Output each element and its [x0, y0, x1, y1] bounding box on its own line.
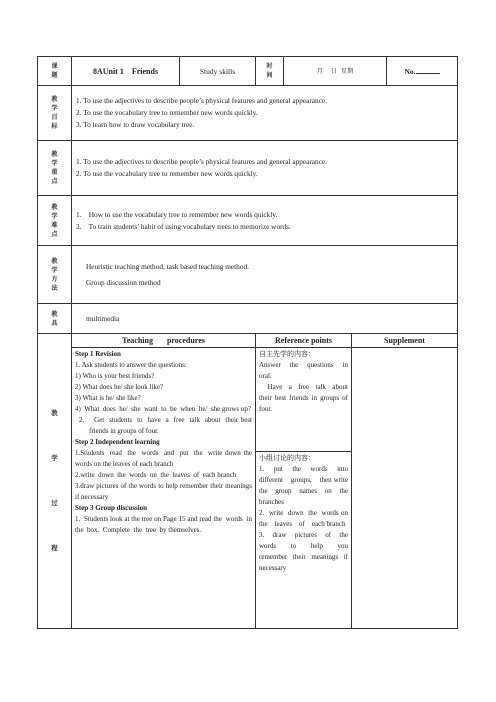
number-field: No. — [387, 57, 458, 86]
date-field: 月 日 星期 — [284, 57, 387, 86]
step-heading: Step 1 Revision — [75, 350, 121, 358]
key-points-row — [38, 141, 458, 196]
header-row — [38, 57, 458, 86]
step-item: 2. Get students to have a free talk about their best friends in groups of four. — [79, 416, 254, 435]
procedures-content — [72, 348, 256, 629]
difficult-points-label: 教 学 难 点 — [38, 196, 72, 246]
key-points-label: 教 学 重 点 — [38, 141, 72, 196]
method-item: Heuristic teaching method, task based teaching method. — [86, 261, 249, 271]
objectives-content — [72, 86, 458, 141]
method-item: Group discussion method — [86, 277, 161, 287]
process-label: 教 学 过 程 — [38, 334, 72, 629]
topic-label: 课 题 — [38, 57, 72, 86]
process-header-row — [38, 334, 458, 348]
reference-group-discussion — [256, 452, 355, 629]
step-item: 1. Ask students to answer the questions: — [75, 361, 187, 369]
key-point-item: 2. To use the vocabulary tree to remember new words quickly. — [76, 169, 258, 178]
time-label: 时 间 — [256, 57, 284, 86]
supplement-content — [352, 348, 458, 629]
objective-item: 1. To use the adjectives to describe people’s physical features and general appearance. — [76, 96, 327, 105]
difficult-points-row — [38, 196, 458, 246]
step-item: 3) What is he/ she like? — [75, 394, 141, 402]
aids-value: multimedia — [86, 313, 120, 323]
aids-content — [72, 304, 458, 334]
ref-item: 2. write down the words on the leaves of each branch — [259, 509, 355, 528]
unit-title: 8AUnit 1 Friends — [72, 57, 180, 86]
ref-item: Answer the questions in oral. — [259, 361, 350, 380]
supplement-header: Supplement — [352, 334, 458, 348]
steps-list — [75, 349, 256, 536]
reference-self-study — [256, 348, 352, 452]
objective-item: 3. To learn how to draw vocabulary tree. — [76, 120, 195, 129]
methods-content — [72, 246, 458, 304]
ref-item: 1. put the words into different groups, then write the group names on the branches — [259, 465, 350, 506]
ref-heading: 自主先学的内容： — [259, 350, 315, 358]
process-row-1 — [38, 348, 458, 452]
reference-header: Reference points — [256, 334, 352, 348]
objectives-label: 教 学 目 标 — [38, 86, 72, 141]
ref-item: Have a free talk about their best friends in groups of four. — [259, 383, 350, 413]
difficult-points-content — [72, 196, 458, 246]
aids-row — [38, 304, 458, 334]
methods-label: 教 学 方 法 — [38, 246, 72, 304]
procedures-header: Teaching procedures — [72, 334, 256, 348]
step-item: 1.Students read the words and put the write down the words on the leaves of each branch — [75, 449, 254, 468]
difficult-point-item: 1. How to use the vocabulary tree to remember new words quickly. — [76, 209, 278, 219]
step-heading: Step 3 Group discussion — [75, 504, 148, 512]
step-item: 4) What does he/ she want to be when he/ she grows up? — [75, 405, 251, 413]
step-item: 2.write down the words on the leaves of each branch — [75, 471, 237, 479]
step-item: 1. Students look at the tree on Page 15 and read the words in the box. Complete the tree by themselves. — [75, 515, 256, 534]
step-heading: Step 2 Independent learning — [75, 438, 160, 446]
objectives-row — [38, 86, 458, 141]
key-point-item: 1. To use the adjectives to describe people’s physical features and general appearance. — [76, 157, 327, 166]
lesson-plan-sheet — [37, 56, 457, 629]
objective-item: 2. To use the vocabulary tree to remember new words quickly. — [76, 108, 258, 117]
ref-item: 3. draw pictures of the words to help you remember their meanings if necessary — [259, 531, 350, 572]
aids-label: 教 具 — [38, 304, 72, 334]
step-item: 3.draw pictures of the words to help remember their meanings if necessary — [75, 482, 254, 501]
methods-row — [38, 246, 458, 304]
lesson-plan-table — [37, 56, 458, 629]
ref-heading: 小组讨论的内容： — [259, 454, 315, 462]
step-item: 2) What does he/ she look like? — [75, 383, 164, 391]
step-item: 1) Who is your best friends? — [75, 372, 155, 380]
key-points-content — [72, 141, 458, 196]
number-blank — [416, 65, 440, 74]
difficult-point-item: 2. To train students’ habit of using vocabulary trees to memorize words. — [76, 221, 291, 231]
section-title: Study skills — [180, 57, 256, 86]
